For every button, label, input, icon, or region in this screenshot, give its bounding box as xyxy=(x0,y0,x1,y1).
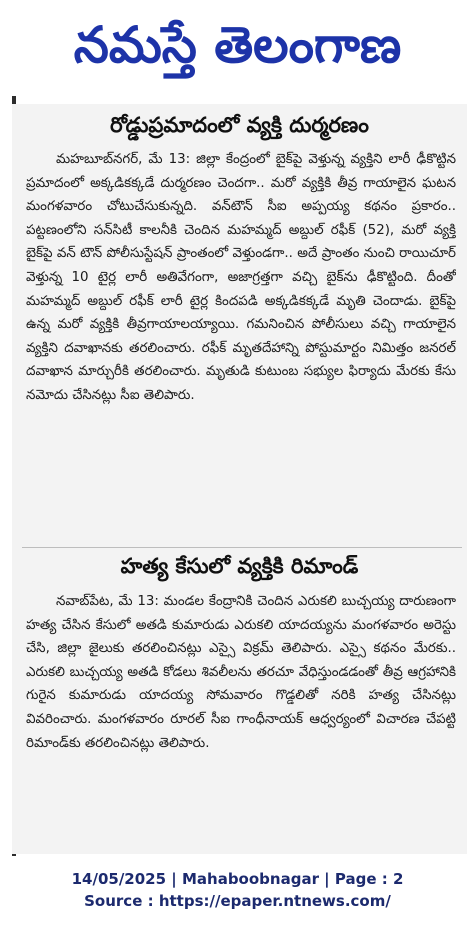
article-body-accident: మహబూబ్‌నగర్, మే 13: జిల్లా కేంద్రంలో బైక్‌పై వెళ్తున్న వ్యక్తిని లారీ ఢీకొట్టిన ప్రమాదంలో అక్కడికక్కడే దుర్మరణం చెందగా.. మరో వ్యక్తికి తీవ్ర గాయాలైన ఘటన మంగళవారం చోటుచేసుకున్నది. వన్‌టౌన్ సీఐ అప్పయ్య కథనం ప్రకారం.. పట్టణంలోని సన్‌సిటీ కాలనీకి చెందిన మహమ్మద్ అబ్దుల్ రఫీక్ (52), మరో వ్యక్తి బైక్‌పై వన్ టౌన్ పోలీసుస్టేషన్ ప్రాంతంలో వెళ్తుండగా.. అదే ప్రాంతం నుంచి రాయిచూర్ వెళ్తున్న 10 టైర్ల లారీ అతివేగంగా, అజాగ్రత్తగా వచ్చి బైక్‌ను ఢీకొట్టింది. దీంతో మహమ్మద్ అబ్దుల్ రఫీక్ లారీ టైర్ల కిందపడి అక్కడికక్కడే మృతి చెందాడు. బైక్‌పై ఉన్న మరో వ్యక్తికి తీవ్రగాయాలయ్యాయి. గమనించిన పోలీసులు వచ్చి గాయాలైన వ్యక్తిని దవాఖానకు తరలించారు. రఫీక్ మృతదేహాన్ని పోస్టుమార్టం నిమిత్తం జనరల్ దవాఖాన మార్చురీకి తరలించారు. మృతుడి కుటుంబ సభ్యుల ఫిర్యాదు మేరకు కేసు నమోదు చేసినట్లు సీఐ తెలిపారు. xyxy=(26,152,456,403)
article-body-murder-remand: నవాబ్‌పేట, మే 13: మండల కేంద్రానికి చెందిన ఎరుకలి బుచ్చయ్య దారుణంగా హత్య చేసిన కేసులో అతడి కుమారుడు ఎరుకలి యాదయ్యను మంగళవారం అరెస్టు చేసి, జిల్లా జైలుకు తరలించినట్లు ఎస్సై విక్రమ్ తెలిపారు. ఎస్సై కథనం మేరకు.. ఎరుకలి బుచ్చయ్య అతడి కోడలు శివలీలను తరచూ వేధిస్తుండడంతో తీవ్ర ఆగ్రహానికి గురైన కుమారుడు యాదయ్య సోమవారం గొడ్డలితో నరికి హత్య చేసినట్లు వివరించారు. మంగళవారం రూరల్ సీఐ గాంధీనాయక్ ఆధ్వర్యంలో విచారణ చేపట్టి రిమాండ్‌కు తరలించినట్లు తెలిపారు. xyxy=(26,594,456,751)
article-headline-accident: రోడ్డుప్రమాదంలో వ్యక్తి దుర్మరణం xyxy=(110,113,369,137)
article-headline-murder-remand: హత్య కేసులో వ్యక్తికి రిమాండ్ xyxy=(120,554,359,578)
masthead-title: నమస్తే తెలంగాణ xyxy=(73,16,402,74)
newspaper-masthead xyxy=(0,0,475,96)
news-clipping xyxy=(12,104,467,854)
clipping-footer xyxy=(0,868,475,912)
footer-date-edition-page: 14/05/2025 | Mahaboobnagar | Page : 2 xyxy=(71,870,404,888)
article-divider xyxy=(22,547,462,548)
footer-source-link[interactable]: Source : https://epaper.ntnews.com/ xyxy=(84,892,391,910)
